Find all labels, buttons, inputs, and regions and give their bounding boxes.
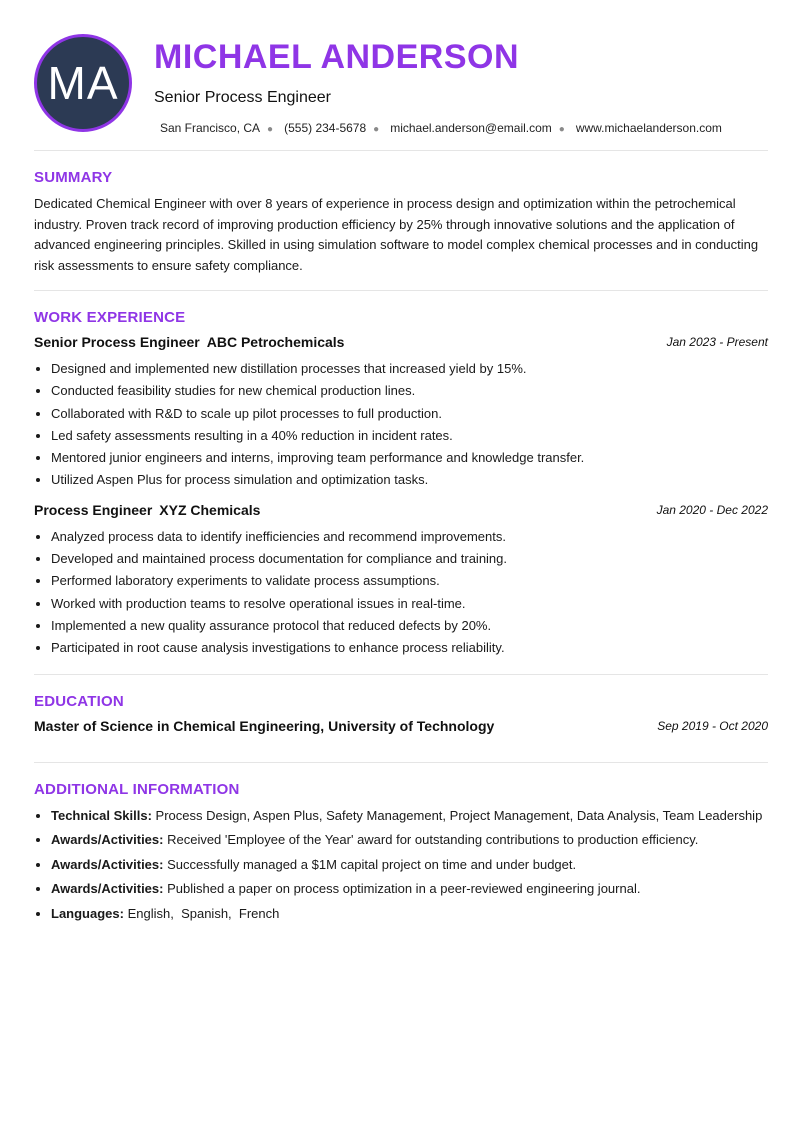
additional-list: [34, 806, 768, 923]
education-entry: [34, 718, 768, 738]
list-item: • Mentored junior engineers and interns, improving team performance and knowledge transfer.: [51, 447, 768, 469]
additional-heading: ADDITIONAL INFORMATION: [34, 780, 240, 798]
list-item: • Worked with production teams to resolve operational issues in real-time.: [51, 593, 768, 615]
additional-section: [34, 763, 768, 923]
experience-heading: WORK EXPERIENCE: [34, 309, 186, 326]
job-bullets: [34, 358, 768, 492]
avatar-initials: MA: [47, 57, 119, 109]
job-dates: Jan 2023 - Present: [666, 335, 768, 349]
job-entry: [34, 334, 768, 492]
list-item: • Developed and maintained process documentation for compliance and training.: [51, 548, 768, 570]
list-item: • Analyzed process data to identify inefficiencies and recommend improvements.: [51, 526, 768, 548]
info-label: Awards/Activities:: [51, 881, 164, 897]
list-item: • Collaborated with R&D to scale up pilot processes to full production.: [51, 403, 768, 425]
education-degree: Master of Science in Chemical Engineering, University of Technology: [34, 717, 495, 734]
separator-dot-icon: ●: [373, 124, 380, 135]
info-label: Awards/Activities:: [51, 832, 164, 848]
job-title: Process Engineer: [34, 501, 153, 518]
info-text: English, Spanish, French: [127, 905, 280, 921]
contact-line: [160, 121, 722, 135]
list-item: • Conducted feasibility studies for new chemical production lines.: [51, 380, 768, 402]
job-company: ABC Petrochemicals: [206, 334, 345, 350]
list-item: • Led safety assessments resulting in a 40% reduction in incident rates.: [51, 425, 768, 447]
summary-text: Dedicated Chemical Engineer with over 8 years of experience in process design and optimization within the petrochemical industry. Proven track record of improving production efficiency by 25% through innovative solutions and the application of advanced engineering principles. Skilled in using simulation software to model complex chemical processes and in conducting risk assessments to ensure safety compliance.: [34, 196, 759, 273]
contact-email[interactable]: michael.anderson@email.com: [390, 121, 552, 135]
education-section: [34, 675, 768, 762]
job-header: [34, 334, 768, 354]
list-item: • Participated in root cause analysis investigations to enhance process reliability.: [51, 637, 768, 659]
list-item: [51, 855, 768, 874]
list-item: [51, 904, 768, 923]
list-item: [51, 830, 768, 849]
info-text: Published a paper on process optimization in a peer-reviewed engineering journal.: [167, 881, 641, 897]
info-text: Successfully managed a $1M capital project on time and under budget.: [167, 856, 577, 872]
summary-section: [34, 151, 768, 276]
job-header: [34, 502, 768, 522]
education-heading: EDUCATION: [34, 692, 124, 710]
info-label: Languages:: [51, 905, 124, 921]
info-label: Technical Skills:: [51, 807, 152, 823]
list-item: • Performed laboratory experiments to validate process assumptions.: [51, 570, 768, 592]
list-item: • Utilized Aspen Plus for process simulation and optimization tasks.: [51, 469, 768, 491]
job-company: XYZ Chemicals: [159, 501, 261, 518]
summary-heading: SUMMARY: [34, 169, 113, 186]
education-dates: Sep 2019 - Oct 2020: [657, 718, 768, 733]
info-label: Awards/Activities:: [51, 856, 164, 872]
list-item: [51, 879, 768, 898]
info-text: Process Design, Aspen Plus, Safety Management, Project Management, Data Analysis, Team Leadership: [155, 807, 763, 823]
candidate-title: Senior Process Engineer: [154, 89, 331, 106]
list-item: [51, 806, 768, 825]
job-bullets: [34, 526, 768, 660]
avatar: [34, 34, 132, 132]
job-entry: [34, 502, 768, 660]
contact-phone: (555) 234-5678: [284, 121, 367, 135]
contact-website[interactable]: www.michaelanderson.com: [575, 121, 722, 135]
list-item: • Implemented a new quality assurance protocol that reduced defects by 20%.: [51, 615, 768, 637]
separator-dot-icon: ●: [267, 124, 274, 135]
resume-header: [34, 0, 768, 150]
separator-dot-icon: ●: [558, 124, 565, 135]
job-dates: Jan 2020 - Dec 2022: [656, 502, 768, 517]
experience-section: [34, 291, 768, 660]
contact-location: San Francisco, CA: [160, 121, 261, 135]
list-item: • Designed and implemented new distillation processes that increased yield by 15%.: [51, 358, 768, 380]
candidate-name: MICHAEL ANDERSON: [154, 38, 520, 76]
resume-page: [34, 0, 768, 928]
job-title: Senior Process Engineer: [34, 334, 200, 350]
info-text: Received 'Employee of the Year' award for outstanding contributions to production efficiency.: [167, 832, 699, 848]
